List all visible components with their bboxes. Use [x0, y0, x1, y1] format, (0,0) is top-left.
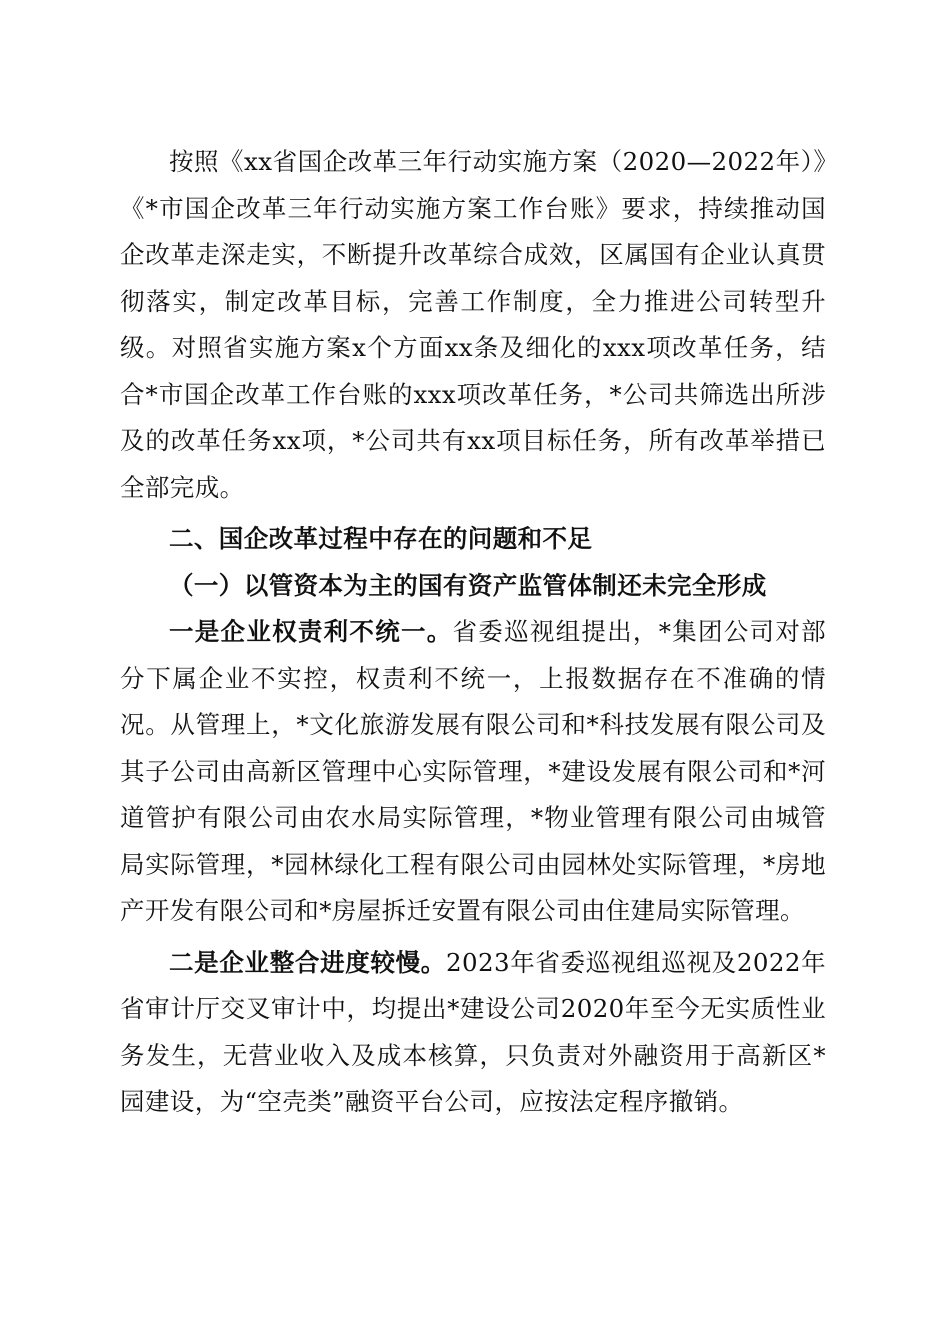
subsection-heading: （一）以管资本为主的国有资产监管体制还未完全形成: [169, 570, 767, 600]
point-1-paragraph: [120, 609, 826, 935]
point-2-lead: 二是企业整合进度较慢。: [169, 947, 446, 977]
point-1-body: 省委巡视组提出，*集团公司对部分下属企业不实控，权责利不统一，上报数据存在不准确的情况。从管理上，*文化旅游发展有限公司和*科技发展有限公司及其子公司由高新区管理中心实际管理，*建设发展有限公司和*河道管护有限公司由农水局实际管理，*物业管理有限公司由城管局实际管理，*园林绿化工程有限公司由园林处实际管理，*房地产开发有限公司和*房屋拆迁安置有限公司由住建局实际管理。: [120, 617, 826, 925]
point-1-lead: 一是企业权责利不统一。: [169, 617, 453, 646]
intro-paragraph: 按照《xx省国企改革三年行动实施方案（2020—2022年）》《*市国企改革三年行动实施方案工作台账》要求，持续推动国企改革走深走实，不断提升改革综合成效，区属国有企业认真贯彻落实，制定改革目标，完善工作制度，全力推进公司转型升级。对照省实施方案x个方面xx条及细化的xxx项改革任务，结合*市国企改革工作台账的xxx项改革任务，*公司共筛选出所涉及的改革任务xx项，*公司共有xx项目标任务，所有改革举措已全部完成。: [120, 147, 826, 502]
document-body: [120, 139, 826, 1126]
point-2-paragraph: [120, 940, 826, 1126]
point-2-body: 2023年省委巡视组巡视及2022年省审计厅交叉审计中，均提出*建设公司2020年至今无实质性业务发生，无营业收入及成本核算，只负责对外融资用于高新区*园建设，为“空壳类”融资平台公司，应按法定程序撤销。: [120, 947, 826, 1116]
section-heading: 二、国企改革过程中存在的问题和不足: [169, 524, 593, 553]
